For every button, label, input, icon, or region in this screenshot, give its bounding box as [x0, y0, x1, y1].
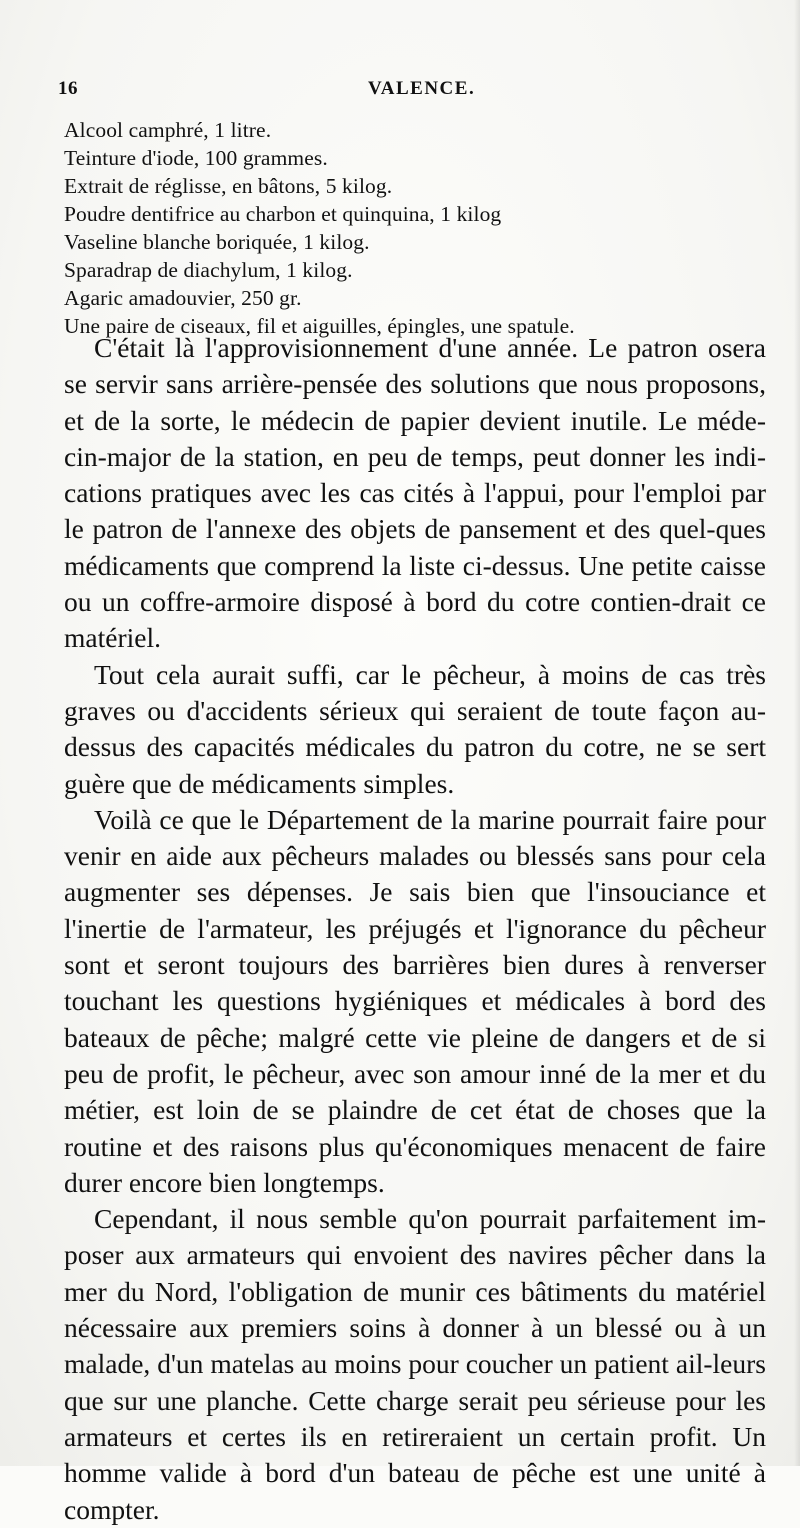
list-item: Vaseline blanche boriquée, 1 kilog.: [64, 230, 370, 254]
paragraph: Cependant, il nous semble qu'on pourrait parfaitement im-poser aux armateurs qui envoient des navires pêcher dans la mer du Nord, l'obligation de munir ces bâtiments du matériel nécessaire aux premiers soins à donner à un blessé ou à un malade, d'un matelas au moins pour coucher un patient ail-leurs que sur une planche. Cette charge serait peu sérieuse pour les armateurs et certes ils en retireraient un certain profit. Un homme valide à bord d'un bateau de pêche est une unité à compter.: [64, 1203, 766, 1525]
paragraph: Voilà ce que le Département de la marine pourrait faire pour venir en aide aux pêcheurs malades ou blessés sans pour cela augmenter ses dépenses. Je sais bien que l'insouciance et l'inertie de l'armateur, les préjugés et l'ignorance du pêcheur sont et seront toujours des barrières bien dures à renverser touchant les questions hygiéniques et médicales à bord des bateaux de pêche; malgré cette vie pleine de dangers et de si peu de profit, le pêcheur, avec son amour inné de la mer et du métier, est loin de se plaindre de cet état de choses que la routine et des raisons plus qu'économiques menacent de faire durer encore bien longtemps.: [64, 803, 766, 1198]
list-item: Agaric amadouvier, 250 gr.: [64, 286, 302, 310]
list-item: Extrait de réglisse, en bâtons, 5 kilog.: [64, 174, 393, 198]
list-item: Poudre dentifrice au charbon et quinquina, 1 kilog: [64, 202, 502, 226]
list-item: Sparadrap de diachylum, 1 kilog.: [64, 258, 353, 282]
list-item: Une paire de ciseaux, fil et aiguilles, épingles, une spatule.: [64, 314, 575, 338]
page-number: 16: [58, 78, 78, 99]
page-header: [58, 78, 758, 102]
page-edge-shadow: [794, 0, 800, 1466]
paragraph: C'était là l'approvisionnement d'une année. Le patron osera se servir sans arrière-pensée des solutions que nous proposons, et de la sorte, le médecin de papier devient inutile. Le méde-cin-major de la station, en peu de temps, peut donner les indi-cations pratiques avec les cas cités à l'appui, pour l'emploi par le patron de l'annexe des objets de pansement et des quel-ques médicaments que comprend la liste ci-dessus. Une petite caisse ou un coffre-armoire disposé à bord du cotre contien-drait ce matériel.: [64, 332, 766, 654]
list-item: Alcool camphré, 1 litre.: [64, 118, 272, 142]
list-item: Teinture d'iode, 100 grammes.: [64, 146, 328, 170]
body-text: [64, 330, 766, 1528]
supply-list: [64, 116, 754, 340]
paragraph: Tout cela aurait suffi, car le pêcheur, à moins de cas très graves ou d'accidents sérieux qui seraient de toute façon au-dessus des capacités médicales du patron du cotre, ne se sert guère que de médicaments simples.: [64, 658, 766, 799]
running-title: VALENCE.: [368, 78, 476, 99]
